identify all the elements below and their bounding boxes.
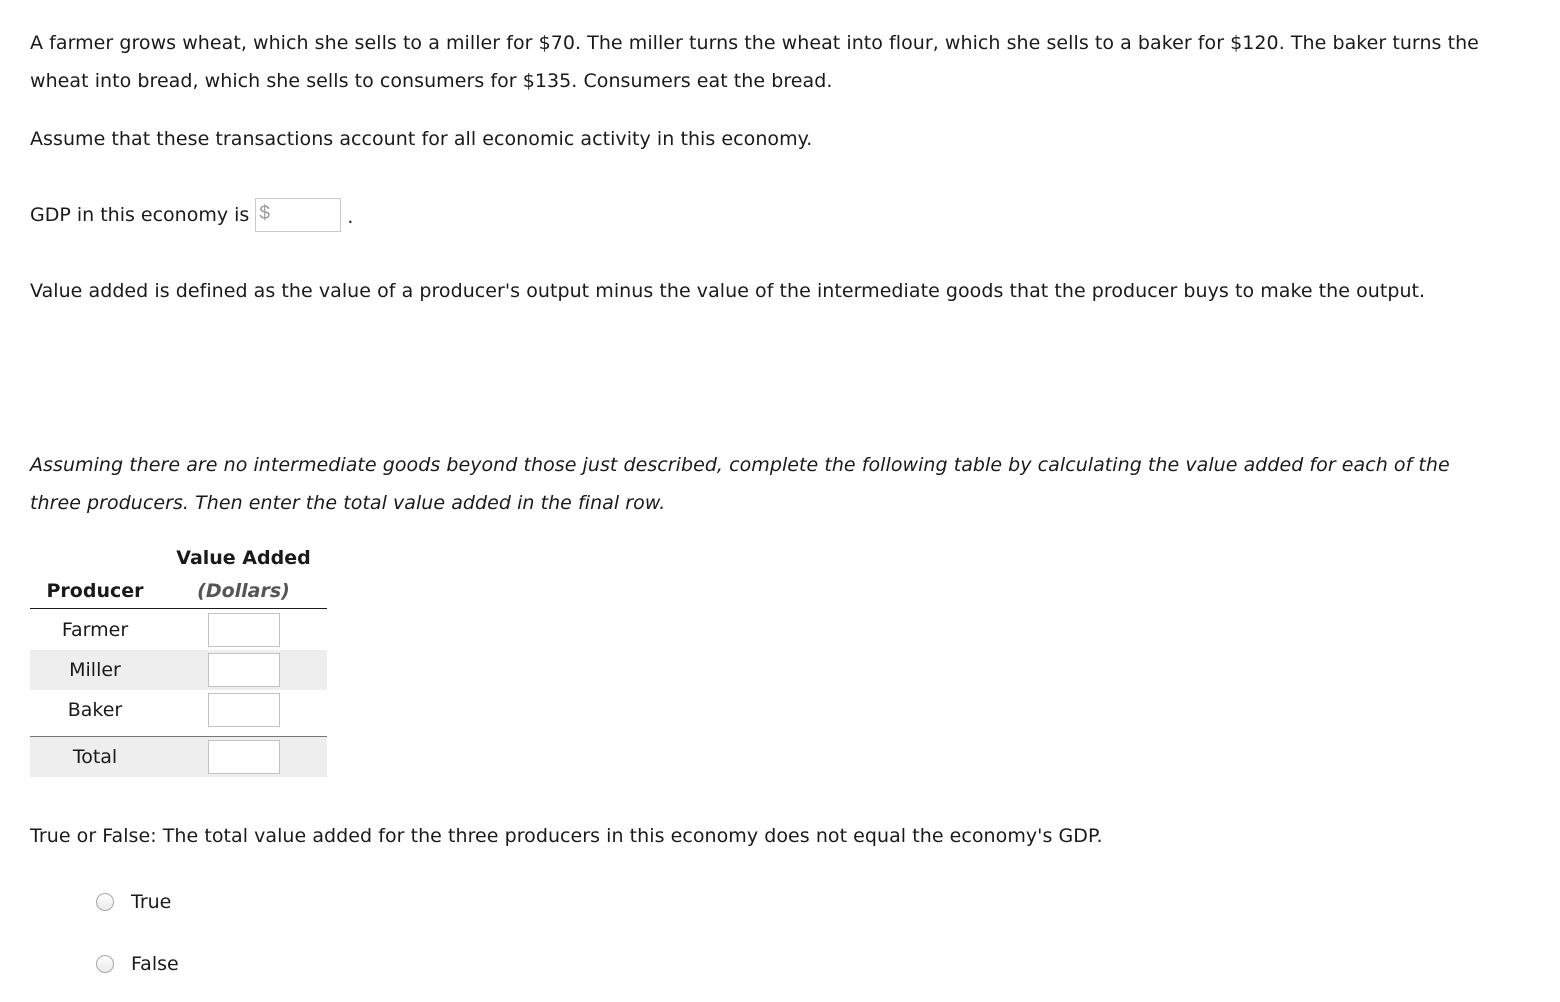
producer-label-farmer: Farmer [61,619,129,641]
table-row-farmer [30,610,327,650]
producer-label-miller: Miller [69,659,121,681]
gdp-prompt: GDP in this economy is [30,204,250,226]
total-value-input[interactable] [208,740,280,774]
value-cell-baker [160,693,327,727]
value-added-table [30,540,327,777]
radio-option-false[interactable] [96,953,179,975]
header-units: (Dollars) [197,580,290,602]
table-row-miller [30,650,327,690]
table-instructions: Assuming there are no intermediate goods beyond those just described, complete the following table by calculating the value added for each of the three producers. Then enter the total value added in the final row. [30,454,1450,514]
farmer-value-input[interactable] [208,613,280,647]
header-spacer [30,540,160,574]
value-cell-total [160,740,327,774]
radio-label-true[interactable]: True [131,891,172,913]
radio-button-false[interactable] [96,955,114,973]
table-header-row-bottom [30,574,327,609]
value-cell-farmer [160,613,327,647]
producer-label-baker: Baker [67,699,123,721]
gdp-question-row [30,197,353,233]
header-value-added: Value Added [176,547,311,569]
true-false-prompt: True or False: The total value added for the three producers in this economy does not equal the economy's GDP. [30,825,1103,847]
table-row-total [30,736,327,777]
gdp-period: . [347,206,354,228]
miller-value-input[interactable] [208,653,280,687]
question-intro: A farmer grows wheat, which she sells to a miller for $70. The miller turns the wheat into flour, which she sells to a baker for $120. The baker turns the wheat into bread, which she sells to consumers for $135. Consumers eat the bread. [30,32,1479,92]
gdp-input[interactable] [272,201,336,229]
value-cell-miller [160,653,327,687]
table-header-row-top [30,540,327,574]
radio-option-true[interactable] [96,891,171,913]
baker-value-input[interactable] [208,693,280,727]
gdp-input-box[interactable] [255,198,341,232]
radio-button-true[interactable] [96,893,114,911]
producer-label-total: Total [72,746,118,768]
table-row-baker [30,690,327,730]
value-added-definition: Value added is defined as the value of a producer's output minus the value of the intermediate goods that the producer buys to make the output. [30,280,1426,302]
radio-label-false[interactable]: False [131,953,179,975]
header-producer: Producer [46,580,144,602]
assumption-text: Assume that these transactions account for all economic activity in this economy. [30,128,813,150]
dollar-sign-prefix: $ [259,203,270,224]
